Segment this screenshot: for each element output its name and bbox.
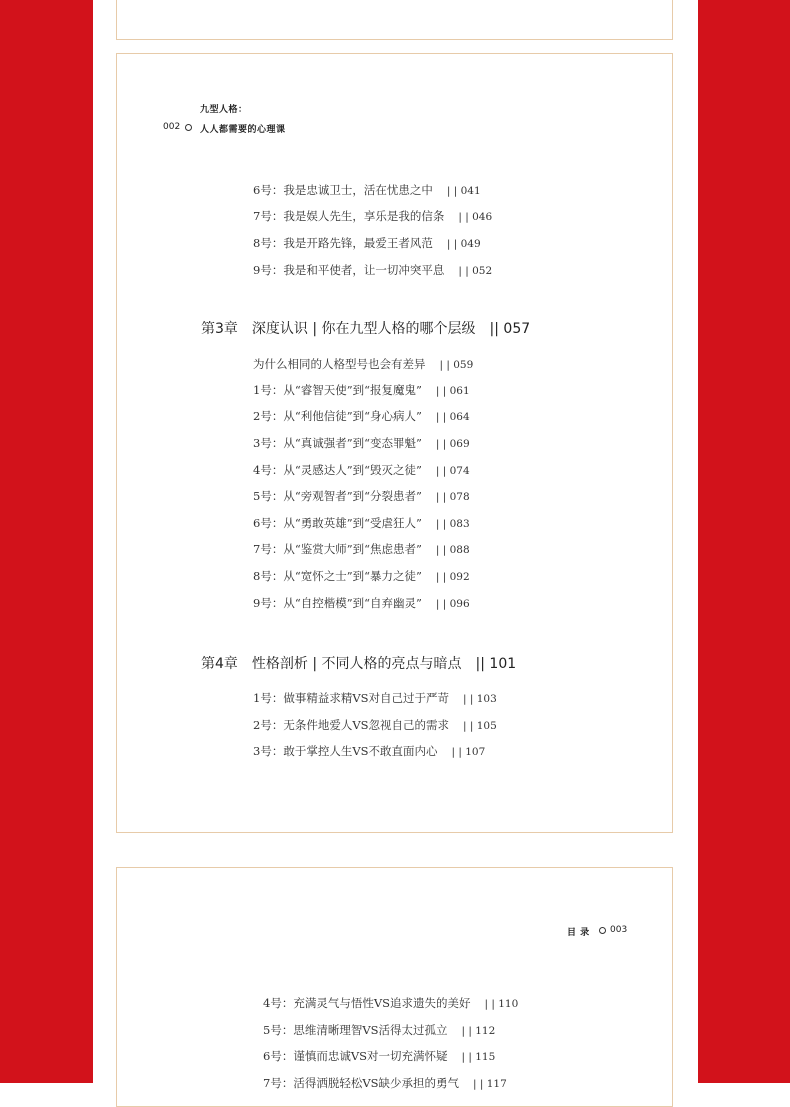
entry-title: 6号：我是忠诚卫士，活在忧患之中 (253, 183, 433, 197)
circle-icon (599, 927, 606, 934)
entry-page: | | 046 (458, 211, 493, 223)
entry-page: | | 088 (435, 544, 470, 556)
right-red-band (698, 0, 790, 1083)
book-title-line1: 九型人格： (200, 105, 248, 115)
toc-entry[interactable] (253, 515, 470, 531)
toc-entry[interactable] (253, 690, 497, 706)
toc-entry[interactable] (253, 541, 470, 557)
entry-page: | | 064 (435, 411, 470, 423)
entry-title: 2号：无条件地爱人VS忽视自己的需求 (253, 718, 449, 732)
toc-entry[interactable] (253, 435, 470, 451)
chapter-title: 深度认识 | 你在九型人格的哪个层级 (251, 321, 476, 337)
entry-title: 4号：从“灵感达人”到“毁灭之徒” (253, 463, 422, 477)
entry-page: | | 107 (451, 746, 486, 758)
toc-entry[interactable] (253, 743, 485, 759)
toc-entry[interactable] (253, 208, 492, 224)
entry-title: 6号：谨慎而忠诚VS对一切充满怀疑 (263, 1049, 448, 1063)
entry-title: 5号：思维清晰理智VS活得太过孤立 (263, 1023, 448, 1037)
entry-title: 7号：活得洒脱轻松VS缺少承担的勇气 (263, 1076, 459, 1090)
previous-page (116, 0, 673, 40)
entry-page: | | 078 (435, 491, 470, 503)
entry-title: 9号：我是和平使者，让一切冲突平息 (253, 263, 445, 277)
toc-entry[interactable] (253, 262, 492, 278)
page-number: 002 (163, 122, 181, 132)
chapter-page: || 101 (475, 656, 517, 672)
entry-page: | | 041 (446, 185, 481, 197)
entry-title: 3号：从“真诚强者”到“变态罪魁” (253, 436, 422, 450)
toc-page-003 (116, 867, 673, 1107)
page-number: 003 (610, 925, 628, 935)
entry-title: 6号：从“勇敢英雄”到“受虐狂人” (253, 516, 422, 530)
entry-page: | | 096 (435, 598, 470, 610)
entry-page: | | 069 (435, 438, 470, 450)
entry-title: 2号：从“利他信徒”到“身心病人” (253, 409, 422, 423)
entry-title: 7号：我是娱人先生，享乐是我的信条 (253, 209, 445, 223)
entry-title: 1号：从“睿智天使”到“报复魔鬼” (253, 383, 422, 397)
toc-entry[interactable] (263, 1022, 495, 1038)
chapter-4-heading[interactable] (201, 653, 516, 673)
chapter-page: || 057 (489, 321, 531, 337)
entry-page: | | 049 (446, 238, 481, 250)
toc-entry[interactable] (263, 995, 518, 1011)
entry-page: | | 117 (473, 1078, 507, 1090)
toc-entry[interactable] (253, 717, 497, 733)
entry-page: | | 115 (461, 1051, 496, 1063)
entry-page: | | 059 (439, 359, 474, 371)
entry-title: 5号：从“旁观智者”到“分裂患者” (253, 489, 422, 503)
entry-page: | | 052 (458, 265, 493, 277)
toc-entry[interactable] (253, 408, 470, 424)
entry-title: 4号：充满灵气与悟性VS追求遗失的美好 (263, 996, 471, 1010)
book-title-line2: 人人都需要的心理课 (200, 125, 286, 135)
entry-page: | | 103 (463, 693, 497, 705)
chapter-title: 性格剖析 | 不同人格的亮点与暗点 (251, 656, 462, 672)
entry-title: 8号：从“宽怀之士”到“暴力之徒” (253, 569, 422, 583)
chapter-3-heading[interactable] (201, 318, 530, 338)
toc-entry[interactable] (263, 1075, 507, 1091)
entry-page: | | 110 (484, 998, 519, 1010)
entry-title: 7号：从“鉴赏大师”到“焦虑患者” (253, 542, 422, 556)
entry-page: | | 083 (435, 518, 470, 530)
entry-page: | | 061 (435, 385, 470, 397)
entry-title: 8号：我是开路先锋，最爱王者风范 (253, 236, 433, 250)
entry-page: | | 112 (461, 1025, 496, 1037)
entry-page: | | 092 (435, 571, 470, 583)
toc-entry[interactable] (263, 1048, 495, 1064)
entry-page: | | 105 (463, 720, 497, 732)
entry-title: 为什么相同的人格型号也会有差异 (253, 357, 426, 371)
toc-entry[interactable] (253, 382, 470, 398)
toc-entry[interactable] (253, 568, 470, 584)
toc-entry[interactable] (253, 235, 481, 251)
toc-entry[interactable] (253, 488, 470, 504)
toc-entry[interactable] (253, 595, 470, 611)
entry-title: 9号：从“自控楷模”到“自弃幽灵” (253, 596, 422, 610)
toc-entry[interactable] (253, 462, 470, 478)
entry-title: 3号：敢于掌控人生VS不敢直面内心 (253, 744, 438, 758)
toc-page-002 (116, 53, 673, 833)
entry-page: | | 074 (435, 465, 470, 477)
left-red-band (0, 0, 93, 1083)
chapter-number: 第3章 (201, 321, 238, 337)
entry-title: 1号：做事精益求精VS对自己过于严苛 (253, 691, 449, 705)
toc-entry[interactable] (253, 182, 481, 198)
circle-icon (185, 124, 192, 131)
toc-entry[interactable] (253, 356, 473, 372)
contents-heading: 目 录 (567, 928, 590, 938)
chapter-number: 第4章 (201, 656, 238, 672)
